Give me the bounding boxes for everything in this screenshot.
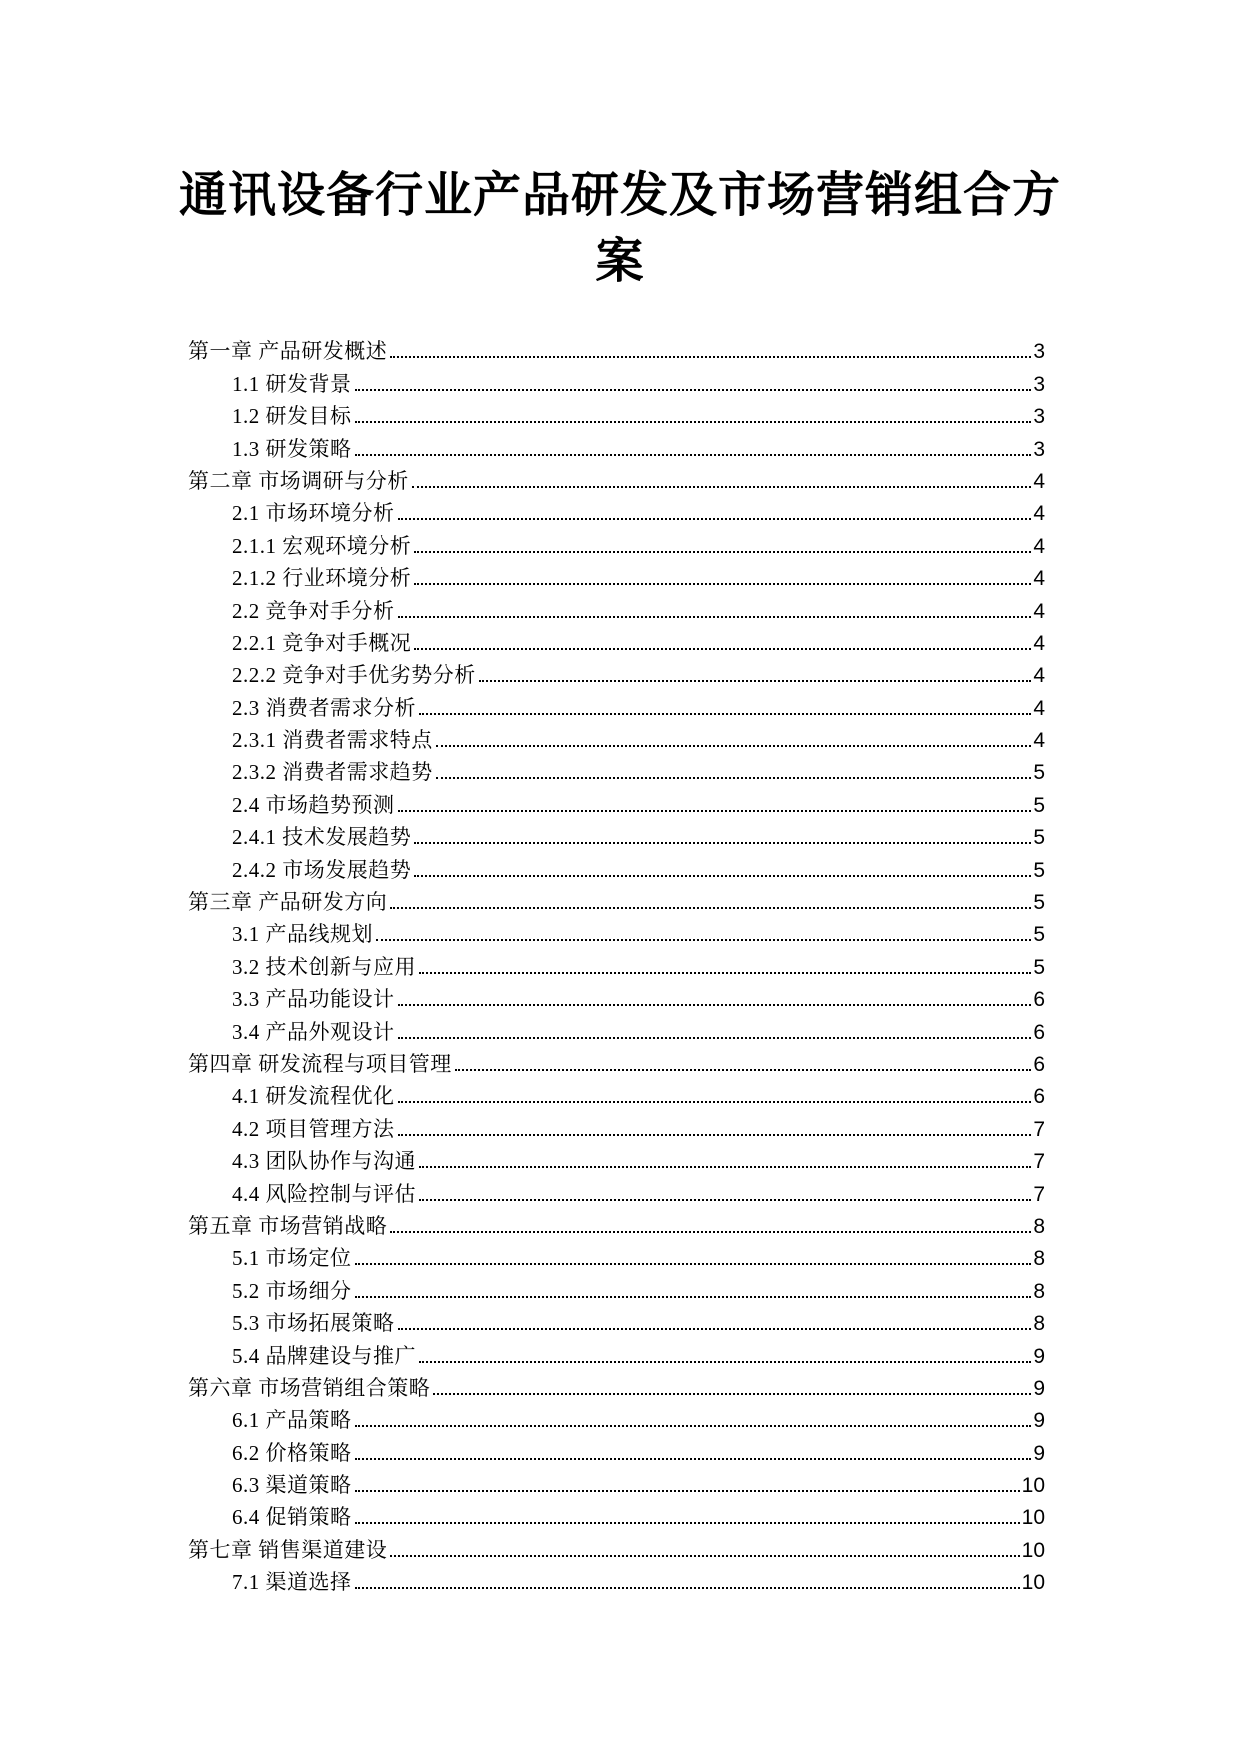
toc-entry[interactable] [0, 1531, 1045, 1563]
toc-entry[interactable] [0, 1402, 1045, 1434]
document-title: 通讯设备行业产品研发及市场营销组合方案 [178, 169, 1061, 288]
toc-page-number: 5 [1033, 761, 1045, 785]
toc-dot-leader [414, 648, 1031, 650]
toc-dot-leader [355, 1490, 1020, 1492]
toc-page-number: 8 [1033, 1247, 1045, 1271]
toc-dot-leader [398, 1134, 1032, 1136]
toc-page-number: 3 [1033, 437, 1045, 461]
toc-page-number: 3 [1033, 372, 1045, 396]
toc-page-number: 8 [1033, 1279, 1045, 1303]
toc-entry[interactable] [0, 625, 1045, 657]
toc-dot-leader [390, 1231, 1031, 1233]
toc-page-number: 6 [1033, 1085, 1045, 1109]
toc-dot-leader [398, 518, 1032, 520]
toc-entry[interactable] [0, 722, 1045, 754]
toc-entry[interactable] [0, 1208, 1045, 1240]
toc-entry-label: 6.1 产品策略 [232, 1408, 352, 1433]
toc-entry[interactable] [0, 398, 1045, 430]
toc-dot-leader [419, 972, 1031, 974]
toc-page-number: 7 [1033, 1150, 1045, 1174]
toc-page-number: 5 [1033, 793, 1045, 817]
toc-entry-label: 2.1.2 行业环境分析 [232, 566, 412, 591]
toc-dot-leader [355, 1425, 1032, 1427]
toc-entry[interactable] [0, 1240, 1045, 1272]
toc-entry-label: 第二章 市场调研与分析 [188, 468, 409, 493]
toc-entry-label: 6.2 价格策略 [232, 1440, 352, 1465]
toc-dot-leader [419, 1199, 1031, 1201]
toc-page-number: 4 [1033, 469, 1045, 493]
toc-dot-leader [355, 1522, 1020, 1524]
toc-page-number: 5 [1033, 891, 1045, 915]
toc-page-number: 5 [1033, 955, 1045, 979]
toc-entry[interactable] [0, 333, 1045, 365]
toc-entry-label: 第四章 研发流程与项目管理 [188, 1051, 452, 1076]
toc-page-number: 4 [1033, 599, 1045, 623]
toc-page-number: 5 [1033, 826, 1045, 850]
toc-dot-leader [355, 389, 1032, 391]
toc-entry-label: 3.4 产品外观设计 [232, 1019, 395, 1044]
toc-entry[interactable] [0, 754, 1045, 786]
toc-entry[interactable] [0, 1013, 1045, 1045]
toc-entry[interactable] [0, 1143, 1045, 1175]
toc-entry[interactable] [0, 851, 1045, 883]
toc-dot-leader [436, 745, 1032, 747]
toc-dot-leader [398, 1101, 1032, 1103]
toc-entry-label: 2.4.1 技术发展趋势 [232, 825, 412, 850]
toc-dot-leader [414, 551, 1031, 553]
toc-entry-label: 第七章 销售渠道建设 [188, 1537, 388, 1562]
toc-entry[interactable] [0, 1564, 1045, 1596]
toc-dot-leader [398, 1037, 1032, 1039]
toc-entry-label: 5.1 市场定位 [232, 1246, 352, 1271]
toc-page-number: 7 [1033, 1182, 1045, 1206]
toc-entry[interactable] [0, 786, 1045, 818]
toc-entry[interactable] [0, 884, 1045, 916]
toc-page-number: 10 [1021, 1474, 1045, 1498]
toc-entry[interactable] [0, 430, 1045, 462]
toc-dot-leader [390, 1555, 1019, 1557]
toc-entry-label: 2.4 市场趋势预测 [232, 792, 395, 817]
toc-dot-leader [455, 1069, 1032, 1071]
toc-entry-label: 5.3 市场拓展策略 [232, 1311, 395, 1336]
toc-dot-leader [419, 1166, 1031, 1168]
toc-entry-label: 2.2.1 竞争对手概况 [232, 630, 412, 655]
toc-dot-leader [355, 454, 1032, 456]
toc-entry-label: 4.4 风险控制与评估 [232, 1181, 416, 1206]
toc-page-number: 4 [1033, 567, 1045, 591]
toc-entry[interactable] [0, 1110, 1045, 1142]
toc-dot-leader [414, 583, 1031, 585]
toc-dot-leader [376, 939, 1031, 941]
toc-dot-leader [398, 1004, 1032, 1006]
toc-page-number: 4 [1033, 502, 1045, 526]
table-of-contents [0, 333, 1045, 1596]
toc-entry-label: 2.2.2 竞争对手优劣势分析 [232, 663, 476, 688]
toc-dot-leader [412, 486, 1032, 488]
toc-dot-leader [390, 907, 1031, 909]
toc-entry-label: 2.3.1 消费者需求特点 [232, 728, 433, 753]
toc-dot-leader [398, 810, 1032, 812]
toc-entry[interactable] [0, 689, 1045, 721]
toc-page-number: 5 [1033, 858, 1045, 882]
toc-entry-label: 5.2 市场细分 [232, 1278, 352, 1303]
toc-entry-label: 3.1 产品线规划 [232, 922, 373, 947]
toc-entry[interactable] [0, 592, 1045, 624]
toc-entry[interactable] [0, 1370, 1045, 1402]
toc-page-number: 5 [1033, 923, 1045, 947]
toc-dot-leader [414, 842, 1031, 844]
toc-page-number: 4 [1033, 631, 1045, 655]
toc-entry[interactable] [0, 1046, 1045, 1078]
toc-entry-label: 1.2 研发目标 [232, 404, 352, 429]
toc-page-number: 9 [1033, 1344, 1045, 1368]
toc-dot-leader [419, 713, 1031, 715]
toc-page-number: 10 [1021, 1571, 1045, 1595]
toc-entry[interactable] [0, 1272, 1045, 1304]
toc-dot-leader [355, 1296, 1032, 1298]
toc-page-number: 4 [1033, 664, 1045, 688]
toc-entry[interactable] [0, 365, 1045, 397]
toc-dot-leader [355, 421, 1032, 423]
toc-entry-label: 2.3.2 消费者需求趋势 [232, 760, 433, 785]
toc-entry-label: 2.1 市场环境分析 [232, 501, 395, 526]
toc-dot-leader [355, 1587, 1020, 1589]
toc-page-number: 9 [1033, 1441, 1045, 1465]
toc-entry-label: 第五章 市场营销战略 [188, 1213, 388, 1238]
toc-entry[interactable] [0, 819, 1045, 851]
toc-entry-label: 6.3 渠道策略 [232, 1473, 352, 1498]
toc-page-number: 10 [1021, 1538, 1045, 1562]
toc-entry[interactable] [0, 1337, 1045, 1369]
toc-page-number: 6 [1033, 1052, 1045, 1076]
toc-entry-label: 4.3 团队协作与沟通 [232, 1149, 416, 1174]
toc-entry[interactable] [0, 1305, 1045, 1337]
toc-dot-leader [414, 875, 1031, 877]
toc-entry-label: 第六章 市场营销组合策略 [188, 1375, 431, 1400]
toc-page-number: 6 [1033, 988, 1045, 1012]
toc-dot-leader [419, 1361, 1031, 1363]
toc-page-number: 4 [1033, 729, 1045, 753]
toc-entry[interactable] [0, 1175, 1045, 1207]
toc-page-number: 4 [1033, 534, 1045, 558]
toc-entry-label: 2.4.2 市场发展趋势 [232, 857, 412, 882]
toc-dot-leader [390, 356, 1031, 358]
toc-entry[interactable] [0, 916, 1045, 948]
toc-dot-leader [398, 1328, 1032, 1330]
toc-entry-label: 3.2 技术创新与应用 [232, 954, 416, 979]
toc-entry-label: 第一章 产品研发概述 [188, 339, 388, 364]
toc-dot-leader [436, 777, 1032, 779]
toc-entry-label: 4.2 项目管理方法 [232, 1116, 395, 1141]
toc-entry[interactable] [0, 1499, 1045, 1531]
toc-entry-label: 2.2 竞争对手分析 [232, 598, 395, 623]
toc-entry-label: 6.4 促销策略 [232, 1505, 352, 1530]
toc-page-number: 9 [1033, 1376, 1045, 1400]
toc-entry[interactable] [0, 463, 1045, 495]
toc-entry-label: 2.1.1 宏观环境分析 [232, 533, 412, 558]
toc-entry[interactable] [0, 657, 1045, 689]
toc-page-number: 8 [1033, 1214, 1045, 1238]
toc-entry[interactable] [0, 527, 1045, 559]
toc-page-number: 3 [1033, 340, 1045, 364]
toc-entry[interactable] [0, 495, 1045, 527]
toc-page-number: 6 [1033, 1020, 1045, 1044]
toc-entry[interactable] [0, 1434, 1045, 1466]
toc-dot-leader [355, 1458, 1032, 1460]
toc-entry[interactable] [0, 1467, 1045, 1499]
toc-entry-label: 3.3 产品功能设计 [232, 987, 395, 1012]
toc-dot-leader [398, 616, 1032, 618]
toc-entry[interactable] [0, 1078, 1045, 1110]
toc-entry[interactable] [0, 560, 1045, 592]
toc-page-number: 7 [1033, 1117, 1045, 1141]
toc-entry-label: 2.3 消费者需求分析 [232, 695, 416, 720]
toc-dot-leader [433, 1393, 1031, 1395]
toc-page-number: 8 [1033, 1312, 1045, 1336]
toc-entry-label: 4.1 研发流程优化 [232, 1084, 395, 1109]
toc-entry-label: 7.1 渠道选择 [232, 1570, 352, 1595]
toc-entry-label: 1.3 研发策略 [232, 436, 352, 461]
toc-entry[interactable] [0, 948, 1045, 980]
toc-page-number: 3 [1033, 405, 1045, 429]
toc-dot-leader [479, 680, 1032, 682]
toc-entry-label: 5.4 品牌建设与推广 [232, 1343, 416, 1368]
toc-page-number: 9 [1033, 1409, 1045, 1433]
toc-entry[interactable] [0, 981, 1045, 1013]
toc-dot-leader [355, 1263, 1032, 1265]
toc-page-number: 4 [1033, 696, 1045, 720]
toc-entry-label: 1.1 研发背景 [232, 371, 352, 396]
toc-entry-label: 第三章 产品研发方向 [188, 890, 388, 915]
toc-page-number: 10 [1021, 1506, 1045, 1530]
